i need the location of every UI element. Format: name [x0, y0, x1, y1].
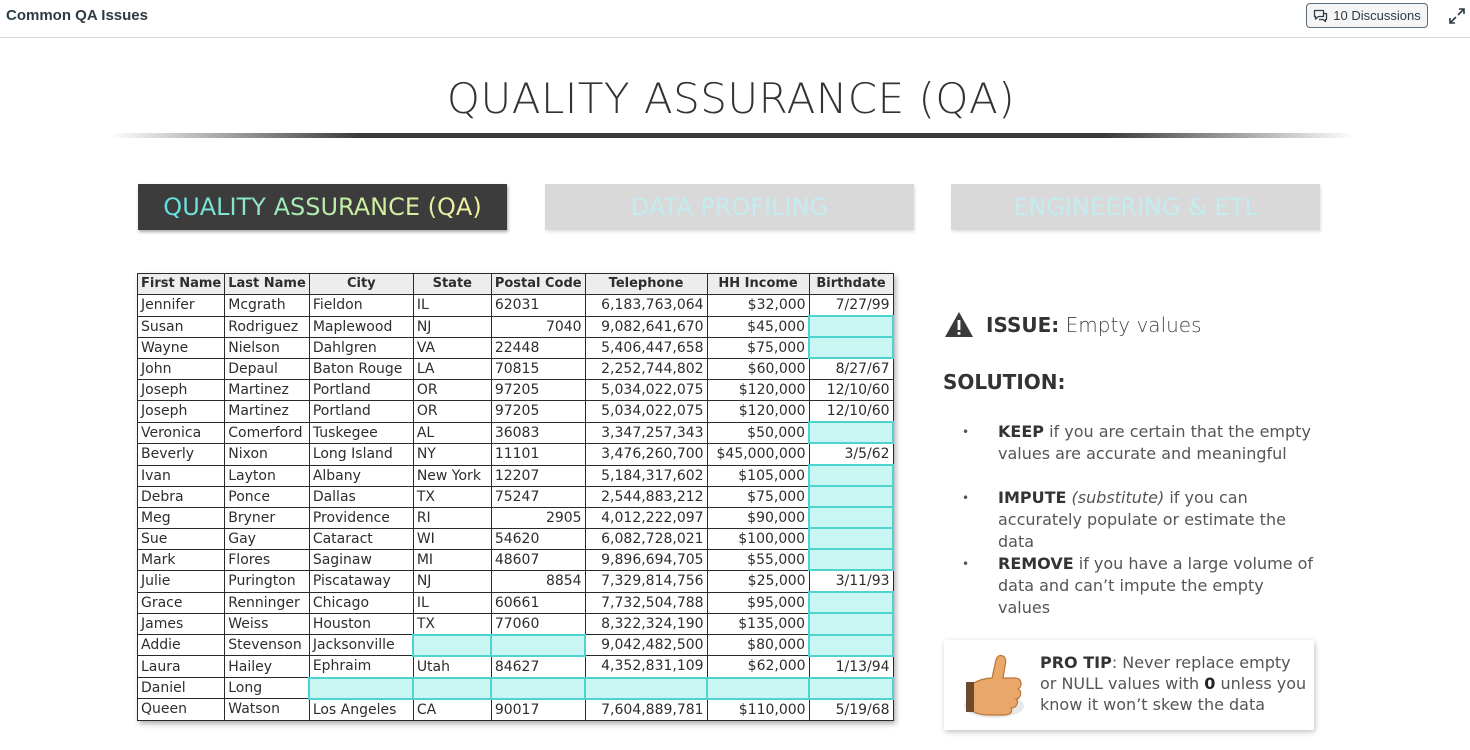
table-cell: 8854 [491, 570, 585, 592]
table-cell: NJ [413, 316, 491, 337]
solution-keyword: IMPUTE [998, 488, 1067, 507]
empty-cell [707, 678, 809, 699]
table-cell: 1/13/94 [809, 656, 893, 678]
table-cell: Addie [138, 635, 225, 656]
table-cell: Queen [138, 699, 225, 721]
table-cell: 5,034,022,075 [585, 401, 707, 423]
page-title: Common QA Issues [6, 7, 148, 24]
table-cell: 7,732,504,788 [585, 592, 707, 613]
table-cell: $120,000 [707, 380, 809, 401]
empty-cell [809, 507, 893, 528]
table-cell: CA [413, 699, 491, 721]
bullet-icon: • [962, 425, 970, 439]
table-cell: 84627 [491, 656, 585, 678]
table-cell: 70815 [491, 358, 585, 380]
top-bar [0, 0, 1470, 38]
table-cell: TX [413, 486, 491, 507]
table-cell: $60,000 [707, 358, 809, 380]
column-header: First Name [138, 274, 225, 295]
warning-icon [944, 311, 974, 338]
table-cell: Martinez [225, 401, 310, 423]
table-cell: 5,184,317,602 [585, 465, 707, 486]
table-cell: AL [413, 422, 491, 443]
table-cell: Daniel [138, 678, 225, 699]
empty-cell [809, 316, 893, 337]
table-cell: 2,252,744,802 [585, 358, 707, 380]
table-cell: Long Island [309, 443, 413, 465]
table-cell: $75,000 [707, 486, 809, 507]
data-table [137, 273, 894, 721]
table-cell: IL [413, 592, 491, 613]
table-cell: 7,329,814,756 [585, 570, 707, 592]
empty-cell [809, 465, 893, 486]
table-cell: VA [413, 337, 491, 358]
table-cell: 9,082,641,670 [585, 316, 707, 337]
table-cell: 11101 [491, 443, 585, 465]
table-cell: Portland [309, 380, 413, 401]
table-cell: Cataract [309, 528, 413, 549]
table-cell: Albany [309, 465, 413, 486]
table-cell: 36083 [491, 422, 585, 443]
table-row [138, 507, 894, 528]
table-cell: NY [413, 443, 491, 465]
table-cell: Watson [225, 699, 310, 721]
table-cell: Fieldon [309, 295, 413, 317]
table-cell: Veronica [138, 422, 225, 443]
table-cell: Wayne [138, 337, 225, 358]
empty-cell [413, 635, 491, 656]
table-cell: Mcgrath [225, 295, 310, 317]
empty-cell [491, 635, 585, 656]
table-row [138, 613, 894, 635]
table-cell: Dahlgren [309, 337, 413, 358]
table-row [138, 699, 894, 721]
table-cell: 77060 [491, 613, 585, 635]
table-cell: Chicago [309, 592, 413, 613]
empty-cell [809, 528, 893, 549]
table-cell: Utah [413, 656, 491, 678]
table-cell: 6,183,763,064 [585, 295, 707, 317]
table-row [138, 549, 894, 570]
table-cell: 3/5/62 [809, 443, 893, 465]
table-cell: Houston [309, 613, 413, 635]
table-cell: WI [413, 528, 491, 549]
table-cell: Baton Rouge [309, 358, 413, 380]
bullet-icon: • [962, 491, 970, 505]
empty-cell [585, 678, 707, 699]
table-cell: Weiss [225, 613, 310, 635]
table-cell: 4,012,222,097 [585, 507, 707, 528]
table-cell: Nixon [225, 443, 310, 465]
table-cell: NJ [413, 570, 491, 592]
pro-tip-text [1040, 652, 1310, 715]
table-cell: Saginaw [309, 549, 413, 570]
table-row [138, 358, 894, 380]
table-row [138, 678, 894, 699]
table-cell: $32,000 [707, 295, 809, 317]
table-cell: 7/27/99 [809, 295, 893, 317]
empty-cell [809, 635, 893, 656]
bullet-icon: • [962, 557, 970, 571]
table-row [138, 337, 894, 358]
table-cell: 9,896,694,705 [585, 549, 707, 570]
table-cell: Dallas [309, 486, 413, 507]
table-cell: 48607 [491, 549, 585, 570]
discussions-label: 10 Discussions [1333, 8, 1421, 23]
table-cell: 97205 [491, 380, 585, 401]
table-cell: LA [413, 358, 491, 380]
table-cell: Los Angeles [309, 699, 413, 721]
table-row [138, 295, 894, 317]
table-cell: Depaul [225, 358, 310, 380]
table-cell: 3,476,260,700 [585, 443, 707, 465]
tab-data-profiling[interactable] [545, 184, 914, 230]
table-cell: Stevenson [225, 635, 310, 656]
empty-cell [809, 592, 893, 613]
table-cell: Joseph [138, 380, 225, 401]
column-header: Telephone [585, 274, 707, 295]
issue-text: Empty values [1065, 312, 1202, 337]
table-cell: $90,000 [707, 507, 809, 528]
table-cell: Flores [225, 549, 310, 570]
pro-tip-card [944, 640, 1314, 730]
table-cell: 7,604,889,781 [585, 699, 707, 721]
title-divider [110, 133, 1355, 138]
table-cell: $62,000 [707, 656, 809, 678]
expand-icon[interactable] [1448, 7, 1466, 25]
column-header: Last Name [225, 274, 310, 295]
column-header: Postal Code [491, 274, 585, 295]
table-cell: Layton [225, 465, 310, 486]
table-cell: OR [413, 401, 491, 423]
table-cell: 2,544,883,212 [585, 486, 707, 507]
table-cell: Ponce [225, 486, 310, 507]
table-row [138, 401, 894, 423]
table-cell: Purington [225, 570, 310, 592]
table-cell: $45,000,000 [707, 443, 809, 465]
issue-label: ISSUE: [986, 312, 1060, 337]
table-cell: $45,000 [707, 316, 809, 337]
table-row [138, 570, 894, 592]
table-cell: 3/11/93 [809, 570, 893, 592]
table-cell: 62031 [491, 295, 585, 317]
table-cell: 54620 [491, 528, 585, 549]
solution-text: if you are certain that the empty values are accurate and meaningful [998, 422, 1311, 463]
column-header: Birthdate [809, 274, 893, 295]
table-cell: Rodriguez [225, 316, 310, 337]
empty-cell [491, 678, 585, 699]
table-cell: $135,000 [707, 613, 809, 635]
solution-keyword: KEEP [998, 422, 1044, 441]
table-cell: 9,042,482,500 [585, 635, 707, 656]
table-row [138, 443, 894, 465]
tab-quality-assurance[interactable] [138, 184, 507, 230]
table-cell: Meg [138, 507, 225, 528]
column-header: City [309, 274, 413, 295]
pro-tip-body-end: unless you know it won’t skew the data [1040, 674, 1307, 714]
table-cell: 7040 [491, 316, 585, 337]
pro-tip-label: PRO TIP [1040, 653, 1112, 672]
empty-cell [809, 678, 893, 699]
discussion-icon [1313, 9, 1328, 23]
table-cell: $50,000 [707, 422, 809, 443]
table-cell: $80,000 [707, 635, 809, 656]
solution-heading: SOLUTION: [943, 370, 1066, 394]
solution-keyword: REMOVE [998, 554, 1074, 573]
table-cell: Renninger [225, 592, 310, 613]
table-row [138, 528, 894, 549]
table-cell: $25,000 [707, 570, 809, 592]
table-cell: Piscataway [309, 570, 413, 592]
table-row [138, 316, 894, 337]
slide-title: QUALITY ASSURANCE (QA) [446, 74, 1016, 123]
table-cell: Debra [138, 486, 225, 507]
table-row [138, 422, 894, 443]
solution-note: (substitute) [1071, 488, 1165, 507]
table-row [138, 592, 894, 613]
tab-engineering-etl[interactable] [951, 184, 1320, 230]
table-cell: $55,000 [707, 549, 809, 570]
table-cell: Joseph [138, 401, 225, 423]
table-cell: Hailey [225, 656, 310, 678]
table-cell: 4,352,831,109 [585, 656, 707, 678]
table-cell: Ivan [138, 465, 225, 486]
table-cell: Comerford [225, 422, 310, 443]
column-header: State [413, 274, 491, 295]
table-cell: $95,000 [707, 592, 809, 613]
table-cell: Tuskegee [309, 422, 413, 443]
table-cell: RI [413, 507, 491, 528]
table-cell: $110,000 [707, 699, 809, 721]
table-cell: 60661 [491, 592, 585, 613]
tab-label: DATA PROFILING [630, 193, 829, 221]
table-row [138, 465, 894, 486]
table-row [138, 656, 894, 678]
table-cell: Beverly [138, 443, 225, 465]
table-cell: 8,322,324,190 [585, 613, 707, 635]
table-cell: $100,000 [707, 528, 809, 549]
empty-cell [809, 549, 893, 570]
table-cell: 8/27/67 [809, 358, 893, 380]
table-cell: 12207 [491, 465, 585, 486]
table-cell: 22448 [491, 337, 585, 358]
empty-cell [809, 337, 893, 358]
table-cell: Jacksonville [309, 635, 413, 656]
solution-text: if you can accurately populate or estimate the data [998, 488, 1286, 551]
table-cell: OR [413, 380, 491, 401]
table-cell: New York [413, 465, 491, 486]
table-cell: Sue [138, 528, 225, 549]
table-cell: Laura [138, 656, 225, 678]
table-cell: 5,034,022,075 [585, 380, 707, 401]
table-cell: Providence [309, 507, 413, 528]
discussions-button[interactable] [1306, 3, 1428, 28]
table-cell: Julie [138, 570, 225, 592]
solution-text: if you have a large volume of data and can’t impute the empty values [998, 554, 1314, 617]
table-cell: Gay [225, 528, 310, 549]
table-cell: 12/10/60 [809, 401, 893, 423]
empty-cell [809, 613, 893, 635]
table-cell: MI [413, 549, 491, 570]
table-cell: Portland [309, 401, 413, 423]
table-cell: $105,000 [707, 465, 809, 486]
table-cell: John [138, 358, 225, 380]
table-row [138, 486, 894, 507]
table-cell: Martinez [225, 380, 310, 401]
empty-cell [309, 678, 413, 699]
table-cell: 12/10/60 [809, 380, 893, 401]
tab-label: QUALITY ASSURANCE (QA) [163, 193, 482, 221]
tab-label: ENGINEERING & ETL [1013, 193, 1258, 221]
table-cell: Long [225, 678, 310, 699]
empty-cell [413, 678, 491, 699]
table-cell: TX [413, 613, 491, 635]
table-cell: 90017 [491, 699, 585, 721]
table-cell: James [138, 613, 225, 635]
table-cell: $75,000 [707, 337, 809, 358]
column-header: HH Income [707, 274, 809, 295]
table-cell: 5/19/68 [809, 699, 893, 721]
pro-tip-highlight: 0 [1204, 674, 1216, 693]
table-cell: 6,082,728,021 [585, 528, 707, 549]
table-cell: Susan [138, 316, 225, 337]
empty-cell [809, 422, 893, 443]
table-cell: Bryner [225, 507, 310, 528]
table-cell: 5,406,447,658 [585, 337, 707, 358]
pro-tip-body: : Never replace empty or NULL values with [1040, 653, 1291, 693]
table-row [138, 380, 894, 401]
table-cell: 2905 [491, 507, 585, 528]
empty-cell [809, 486, 893, 507]
thumbs-up-icon [954, 646, 1032, 724]
table-cell: Jennifer [138, 295, 225, 317]
table-cell: Ephraim [309, 656, 413, 678]
table-cell: 3,347,257,343 [585, 422, 707, 443]
table-row [138, 635, 894, 656]
table-cell: Grace [138, 592, 225, 613]
table-cell: Nielson [225, 337, 310, 358]
table-cell: Maplewood [309, 316, 413, 337]
table-cell: 97205 [491, 401, 585, 423]
issue-line [944, 311, 1202, 338]
table-cell: $120,000 [707, 401, 809, 423]
table-cell: IL [413, 295, 491, 317]
table-cell: 75247 [491, 486, 585, 507]
table-cell: Mark [138, 549, 225, 570]
